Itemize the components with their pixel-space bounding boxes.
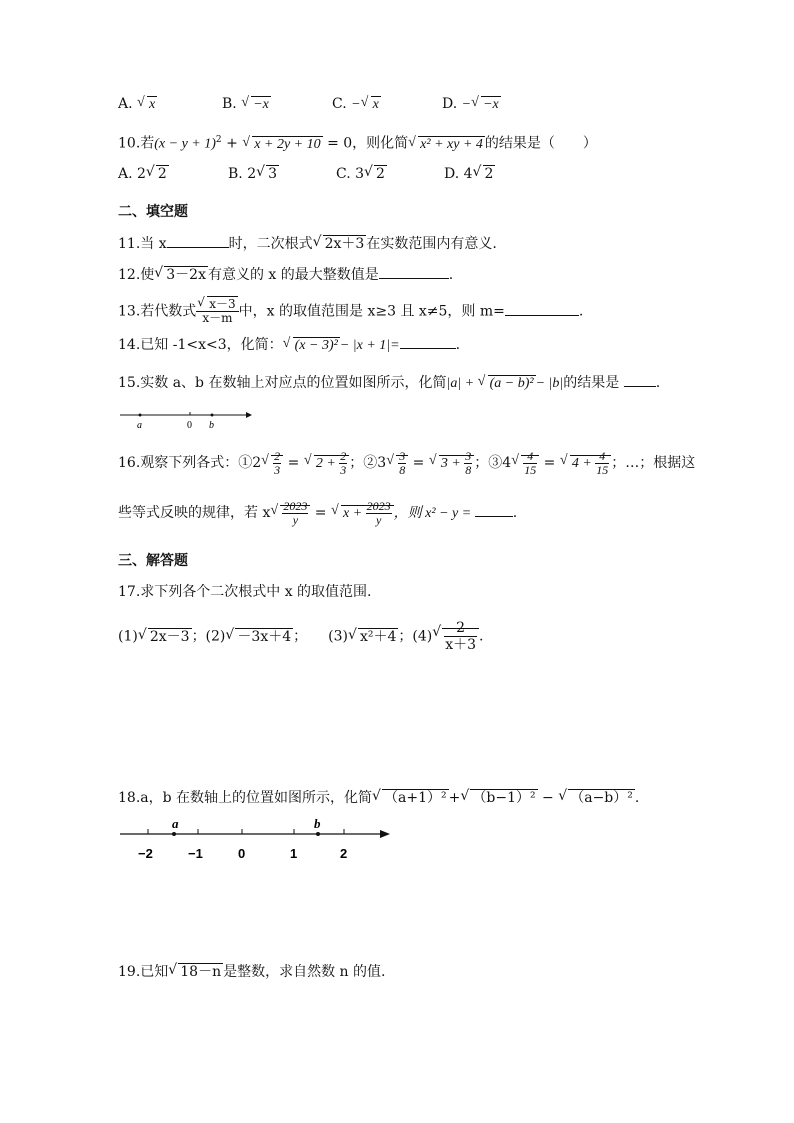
question-13: 13.若代数式 √ $\frac{x-3}{x-m}$ 中，x 的取值范围是 x≥3 且 x≠5，则 m= .: [118, 298, 583, 325]
question-11: 11.当 x 时，二次根式√ 2x＋3 在实数范围内有意义.: [118, 233, 497, 254]
point-b: [316, 832, 320, 836]
section-heading-solve: 三、解答题: [118, 553, 188, 569]
section-heading-fill-in: 二、填空题: [118, 204, 188, 220]
question-10: 10.若$(x - y + 1)^2$ + √ x + 2y + 10 = 0，则化简√ x² + xy + 4 的结果是（ ）: [118, 130, 597, 155]
svg-text:−1: −1: [188, 846, 203, 861]
answer-blank[interactable]: [475, 502, 513, 517]
question-15: 15.实数 a、b 在数轴上对应点的位置如图所示，化简|a| + √ (a − b)² − |b|的结果是 .: [118, 372, 660, 394]
answer-blank[interactable]: [167, 233, 229, 248]
svg-text:b: b: [209, 420, 214, 431]
svg-text:b: b: [314, 816, 321, 831]
sqrt-neg-x: √ −x: [241, 97, 271, 113]
option-label: B.: [222, 96, 237, 112]
question-19: 19.已知√ 18－n 是整数，求自然数 n 的值.: [118, 962, 385, 982]
q10-option-b: B. 2√ 3: [228, 166, 279, 182]
answer-blank[interactable]: [379, 264, 449, 279]
svg-text:2: 2: [340, 846, 348, 861]
svg-text:0: 0: [238, 846, 246, 861]
svg-text:0: 0: [187, 420, 192, 431]
q9-option-b: [222, 96, 271, 113]
point-b: [211, 414, 214, 417]
question-18: 18.a，b 在数轴上的位置如图所示，化简√ （a+1）² +√ （b−1）² − √ （a−b）² .: [118, 788, 639, 808]
svg-text:−2: −2: [138, 846, 153, 861]
answer-blank[interactable]: [624, 372, 656, 387]
question-16-cont: 些等式反映的规律，若 x √ $\frac{2023}{y}$ = √ x + $\frac{2023}{y}$ ，则 x² − y = .: [118, 500, 517, 527]
q10-option-c: C. 3√ 2: [336, 166, 387, 182]
q10-option-d: D. 4√ 2: [444, 166, 495, 182]
sqrt-neg-x: √ −x: [471, 97, 501, 113]
question-17-title: 17.求下列各个二次根式中 x 的取值范围.: [118, 584, 372, 600]
question-12: 12.使√ 3－2x 有意义的 x 的最大整数值是 .: [118, 264, 453, 285]
option-label: D.: [442, 96, 458, 112]
sqrt-x: √ x: [137, 97, 157, 113]
answer-blank[interactable]: [400, 334, 456, 349]
number-line-q15: [118, 405, 258, 431]
point-a: [172, 832, 176, 836]
svg-text:a: a: [172, 816, 179, 831]
answer-blank[interactable]: [505, 301, 579, 316]
q9-option-d: D. −√ −x: [442, 96, 501, 113]
svg-text:1: 1: [290, 846, 298, 861]
svg-text:a: a: [137, 420, 142, 431]
point-a: [139, 414, 142, 417]
q9-option-c: C. −√ x: [332, 96, 381, 113]
option-label: A.: [118, 96, 133, 112]
fraction: √ $\frac{x-3}{x-m}$: [196, 298, 238, 325]
q9-option-a: [118, 96, 157, 113]
question-16: 16.观察下列各式：①2 √ $\frac{2}{3}$ = √ 2 + $\frac{2}{3}$ ；②3 √ $\frac{3}{8}$ = √ 3 + $\frac{3}{8}$ ；③4 √ $\frac{4}{15}$ = √ 4 + $\frac{4}{15}$ ；…；根据这: [118, 450, 695, 477]
q10-option-a: A. 2√ 2: [118, 166, 169, 182]
option-label: C.: [332, 96, 347, 112]
question-14: 14.已知 -1<x<3，化简：√ (x − 3)² − |x + 1|= .: [118, 334, 460, 356]
sqrt-x: √ x: [361, 97, 381, 113]
question-17-parts: (1)√ 2x－3 ；(2)√ －3x＋4 ； (3)√ x²＋4 ；(4) √ $\frac{2}{x+3}$ .: [118, 620, 484, 653]
number-line-q18: [118, 816, 398, 864]
